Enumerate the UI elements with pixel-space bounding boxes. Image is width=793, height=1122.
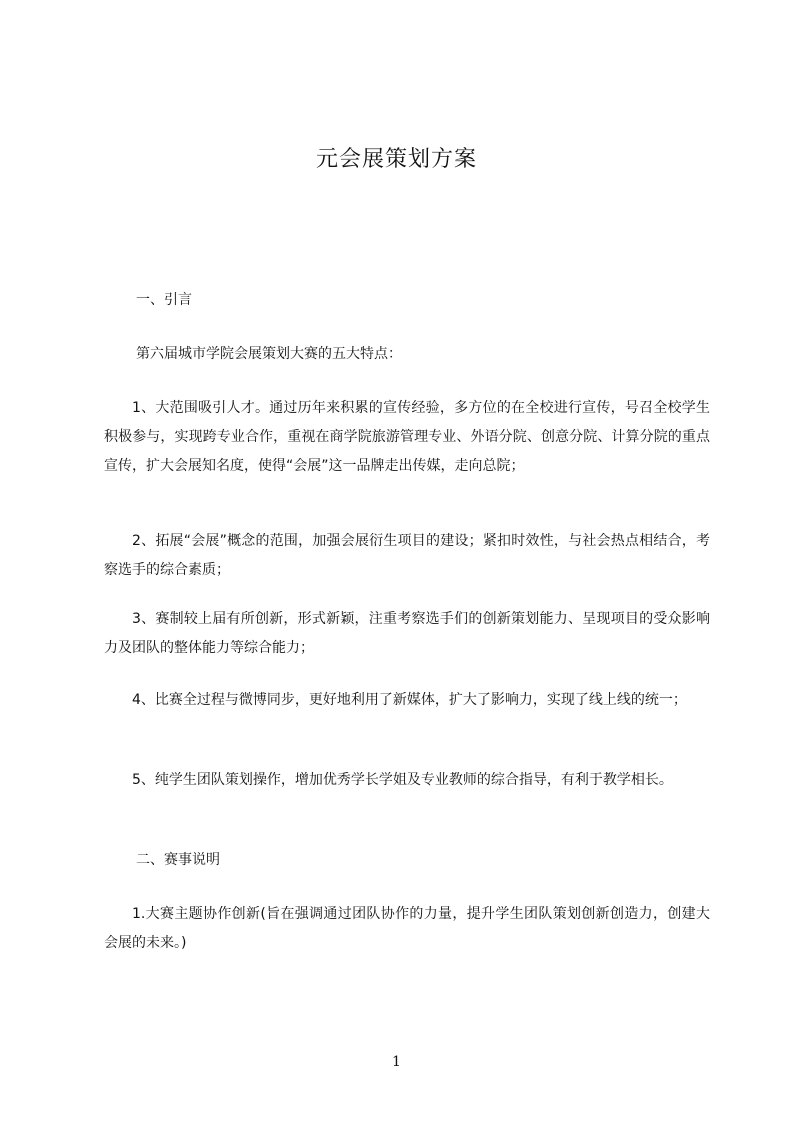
feature-paragraph-5: 5、纯学生团队策划操作，增加优秀学长学姐及专业教师的综合指导，有利于教学相长。 bbox=[132, 772, 673, 788]
document-title: 元会展策划方案 bbox=[315, 147, 477, 172]
section-heading-competition: 二、赛事说明 bbox=[136, 852, 220, 868]
feature-paragraph-1: 1、大范围吸引人才。通过历年来积累的宣传经验，多方位的在全校进行宣传，号召全校学生积极参与，实现跨专业合作，重视在商学院旅游管理专业、外语分院、创意分院、计算分院的重点宣传，扩大会展知名度，使得“会展”这一品牌走出传媒，走向总院； bbox=[104, 400, 710, 474]
intro-sentence: 第六届城市学院会展策划大赛的五大特点： bbox=[136, 346, 402, 362]
feature-paragraph-3: 3、赛制较上届有所创新，形式新颖，注重考察选手们的创新策划能力、呈现项目的受众影响力及团队的整体能力等综合能力； bbox=[104, 611, 710, 656]
competition-item-1: 1.大赛主题协作创新(旨在强调通过团队协作的力量，提升学生团队策划创新创造力，创建大会展的未来。) bbox=[104, 906, 710, 951]
section-heading-introduction: 一、引言 bbox=[136, 292, 192, 308]
feature-paragraph-4: 4、比赛全过程与微博同步，更好地利用了新媒体，扩大了影响力，实现了线上线的统一； bbox=[132, 692, 687, 708]
feature-paragraph-2: 2、拓展“会展”概念的范围，加强会展衍生项目的建设；紧扣时效性，与社会热点相结合，考察选手的综合素质； bbox=[104, 533, 710, 578]
page-number: 1 bbox=[392, 1054, 401, 1070]
